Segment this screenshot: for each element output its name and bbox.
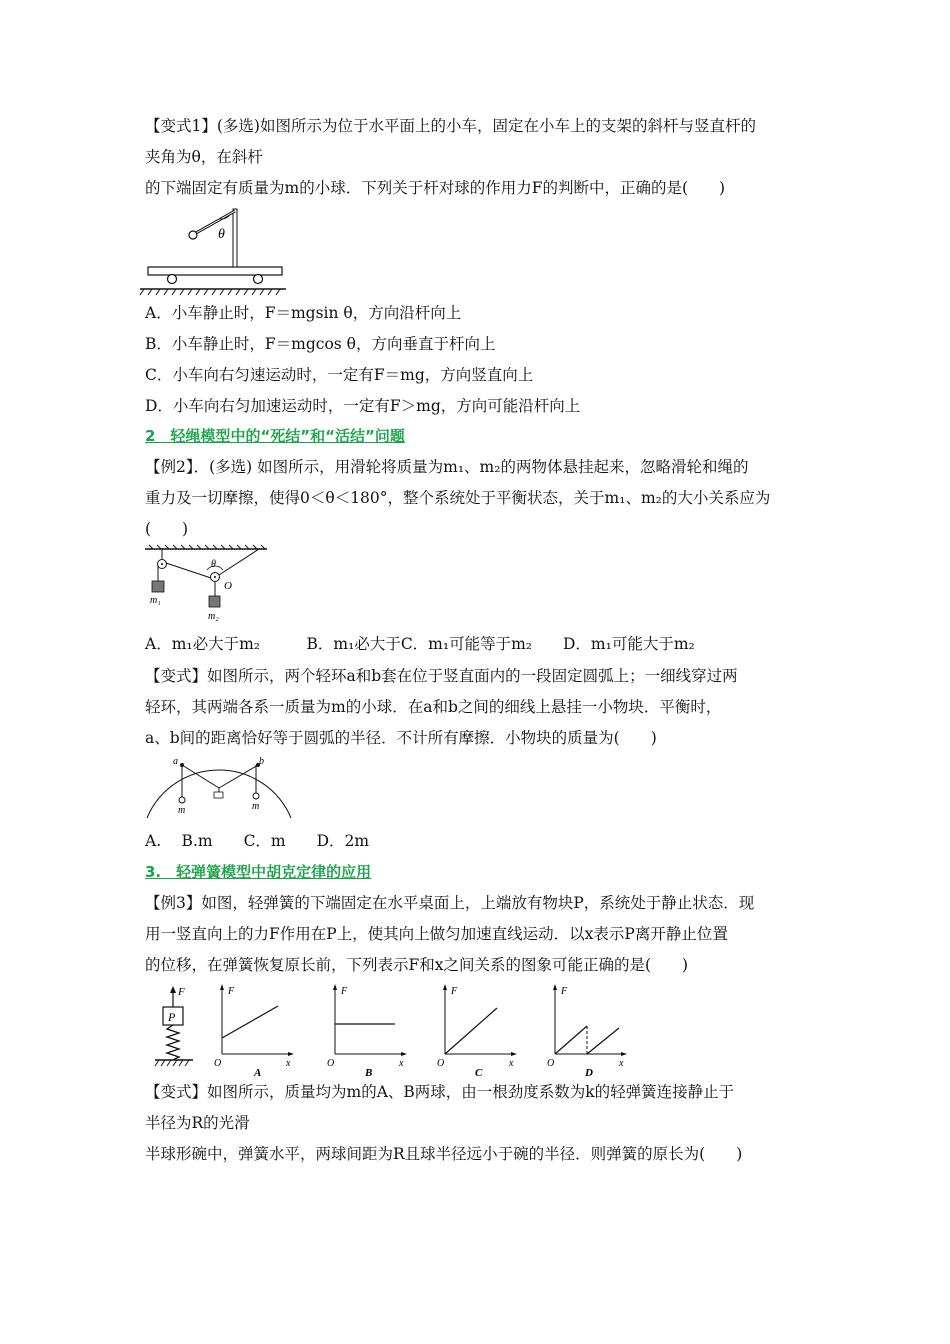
axis-x-label: x — [509, 1058, 514, 1069]
force-f-label: F — [178, 986, 185, 998]
graph-a — [212, 982, 297, 1077]
caption-d: D — [585, 1067, 593, 1079]
example2-line3: ( ) — [145, 520, 189, 538]
caption-b: B — [365, 1067, 373, 1079]
variant1-line1: 【变式1】(多选)如图所示为位于水平面上的小车，固定在小车上的支架的斜杆与竖直杆的 — [145, 117, 756, 135]
point-o-label: O — [224, 580, 232, 592]
variant2-options: A. B.m C．m D．2m — [145, 832, 370, 850]
axis-x-label: x — [286, 1058, 291, 1069]
variant1-option-b: B．小车静止时，F＝mgcos θ，方向垂直于杆向上 — [145, 335, 496, 353]
spring-figure — [145, 982, 195, 1072]
m1-label: m₁ — [150, 595, 161, 606]
section-2-heading: 2 轻绳模型中的“死结”和“活结”问题 — [145, 427, 405, 445]
theta-label: θ — [211, 559, 216, 570]
variant2-line3: a、b间的距离恰好等于圆弧的半径．不计所有摩擦．小物块的质量为( ) — [145, 729, 657, 747]
example3-line2: 用一竖直向上的力F作用在P上，使其向上做匀加速直线运动．以x表示P离开静止位置 — [145, 925, 728, 943]
variant2-line1: 【变式】如图所示，两个轻环a和b套在位于竖直面内的一段固定圆弧上；一细线穿过两 — [145, 667, 738, 685]
axis-x-label: x — [619, 1058, 624, 1069]
cart-figure — [140, 205, 290, 295]
arc-figure — [145, 752, 295, 822]
origin-label: O — [547, 1058, 555, 1069]
origin-label: O — [214, 1058, 222, 1069]
mass-m-left-label: m — [178, 805, 186, 816]
example2-line2: 重力及一切摩擦，使得0＜θ＜180°，整个系统处于平衡状态，关于m₁、m₂的大小关系应为 — [145, 489, 771, 507]
variant2-line2: 轻环，其两端各系一质量为m的小球．在a和b之间的细线上悬挂一小物块．平衡时， — [145, 698, 722, 716]
m2-label: m₂ — [208, 611, 219, 622]
theta-label: θ — [218, 227, 225, 242]
example3-line3: 的位移，在弹簧恢复原长前，下列表示F和x之间关系的图象可能正确的是( ) — [145, 956, 689, 974]
caption-c: C — [475, 1067, 483, 1079]
variant3-line3: 半球形碗中，弹簧水平，两球间距为R且球半径远小于碗的半径．则弹簧的原长为( ) — [145, 1145, 743, 1163]
axis-f-label: F — [451, 986, 458, 997]
caption-a: A — [254, 1067, 262, 1079]
graph-c — [435, 982, 520, 1077]
graph-b — [325, 982, 410, 1077]
axis-f-label: F — [561, 986, 568, 997]
variant1-option-c: C．小车向右匀速运动时，一定有F＝mg，方向竖直向上 — [145, 366, 534, 384]
pulley-figure — [145, 545, 270, 623]
mass-m-right-label: m — [252, 801, 260, 812]
section-3-heading: 3. 轻弹簧模型中胡克定律的应用 — [145, 863, 372, 881]
axis-x-label: x — [399, 1058, 404, 1069]
block-p-label: P — [168, 1010, 176, 1024]
ring-a-label: a — [173, 756, 178, 767]
ring-b-label: b — [259, 756, 264, 767]
variant3-line1: 【变式】如图所示，质量均为m的A、B两球，由一根劲度系数为k的轻弹簧连接静止于 — [145, 1083, 735, 1101]
variant1-option-a: A．小车静止时，F＝mgsin θ，方向沿杆向上 — [145, 304, 462, 322]
variant3-line2: 半径为R的光滑 — [145, 1114, 250, 1132]
variant1-line2: 夹角为θ，在斜杆 — [145, 148, 263, 166]
example2-line1: 【例2】．(多选) 如图所示，用滑轮将质量为m₁、m₂的两物体悬挂起来，忽略滑轮和绳的 — [145, 458, 749, 476]
axis-f-label: F — [228, 986, 235, 997]
variant1-line3: 的下端固定有质量为m的小球．下列关于杆对球的作用力F的判断中，正确的是( ) — [145, 179, 726, 197]
example3-line1: 【例3】如图，轻弹簧的下端固定在水平桌面上，上端放有物块P，系统处于静止状态．现 — [145, 894, 755, 912]
variant1-option-d: D．小车向右匀加速运动时，一定有F＞mg，方向可能沿杆向上 — [145, 397, 581, 415]
origin-label: O — [437, 1058, 445, 1069]
origin-label: O — [327, 1058, 335, 1069]
graph-d — [545, 982, 630, 1077]
example2-options: A．m₁必大于m₂ B．m₁必大于C．m₁可能等于m₂ D．m₁可能大于m₂ — [145, 635, 695, 653]
axis-f-label: F — [341, 986, 348, 997]
